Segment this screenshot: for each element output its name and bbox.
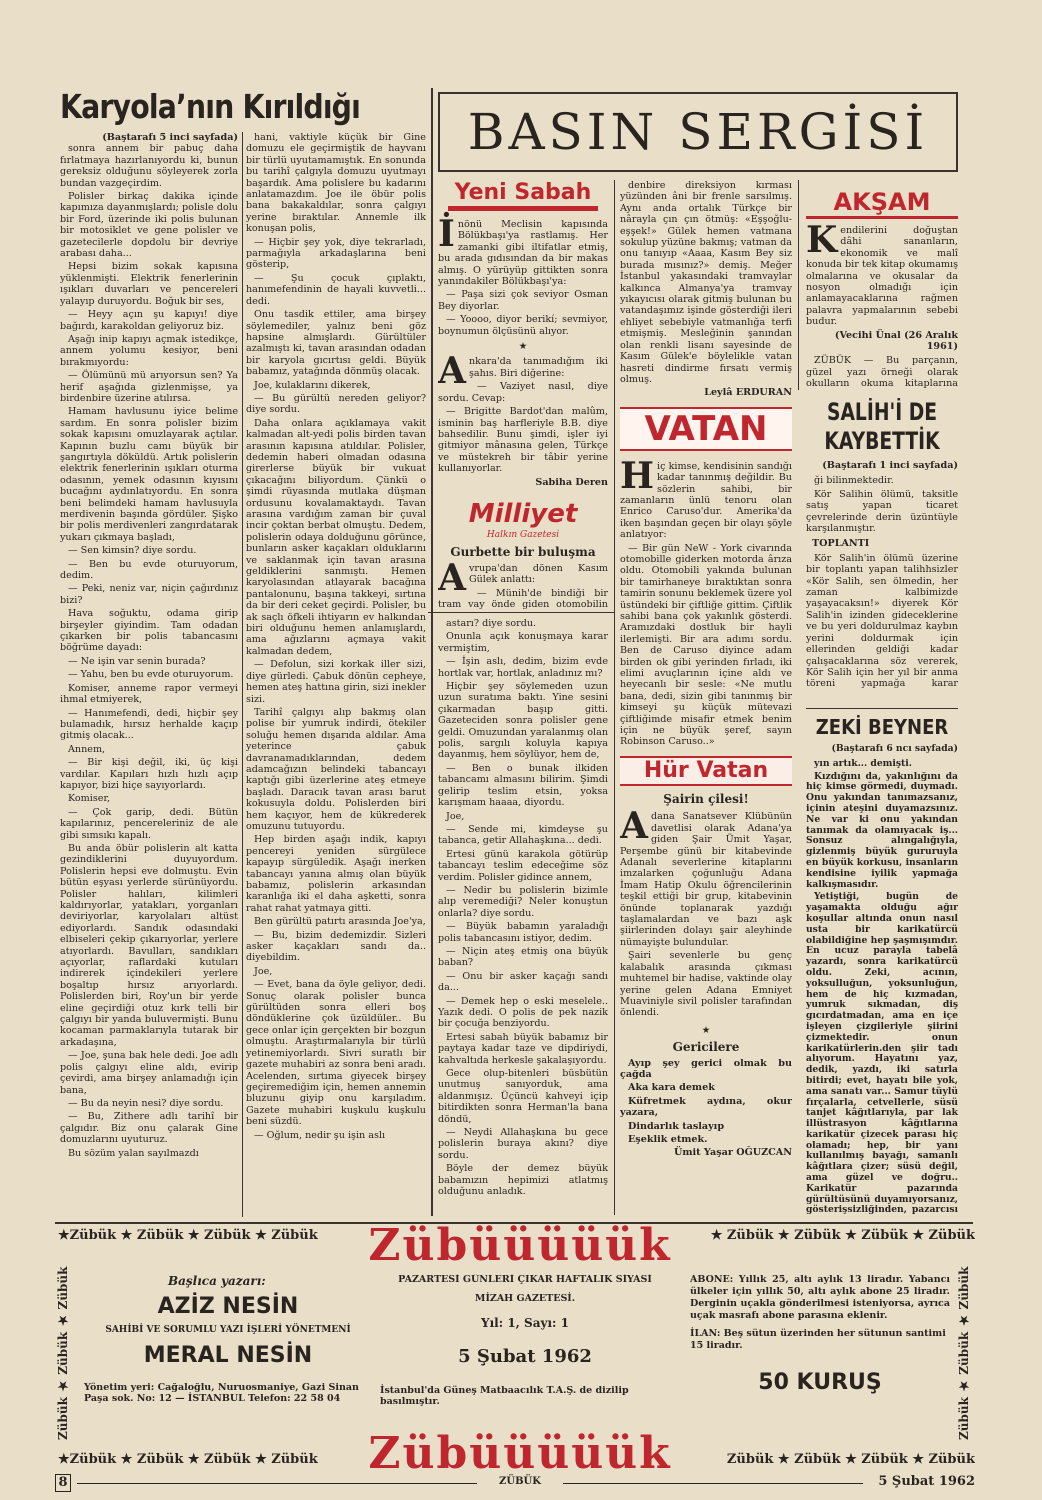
side-label-left: Zübük ★ Zübük ★ Zübük — [56, 1266, 70, 1440]
left-article-title: Karyola’nın Kırıldığı — [60, 87, 361, 126]
paragraph: yın artık... demişti. — [814, 757, 912, 769]
paragraph: Onunla açık konuşmaya karar vermiştim, — [438, 631, 608, 654]
drop-cap: K — [806, 219, 838, 261]
paragraph: Kendilerini doğuştan dâhi sananların, ekonomik ve malî konuda bir tek kitap okumamış olmalarına ve okusalar da nosyon olmadığı için anlamayacaklarına rağmen palavra yapmalarının sebebi budur. — [806, 219, 958, 328]
ankara-body — [438, 350, 608, 475]
drop-cap: İ — [438, 213, 455, 255]
column-rule — [798, 180, 799, 390]
paragraph: Joe, kulaklarını dikerek, — [254, 379, 371, 391]
zeki-title: ZEKİ BEYNER — [815, 715, 949, 739]
paragraph: — Brigitte Bardot'dan malûm, isminin baş harfleriyle B.B. diye bahsedilir. Bunu şimdi, işler iyi gitmiyor mânasına gelen, Türkçe ve müstekreh bir tâbir yerine kullanıyorlar. — [438, 406, 608, 475]
paragraph: Tarihî çalgıyı alıp bakmış olan polise bir yumruk indirdi, ötekiler soluğu hemen dışarıda aldılar. Ama yeterince çabuk davranamadıklarından, dedem adamcağızın belindeki tabancayı kaptığı gibi üzerlerine ateş etmeye başladı. Daracık tavan arası barut kokusuyla doldu. Polislerden biri hem kaçıyor, hem de kükrederek omuzunu tutuyordu. — [246, 706, 426, 832]
owner-label: SAHİBİ VE SORUMLU YAZI İŞLERİ YÖNETMENİ — [105, 1325, 351, 1335]
left-article-continued-body — [438, 618, 608, 1198]
paragraph: — Demek hep o eski meselele.. Yazık dedi. O polis de pek nazik bir çocuğa benziyordu. — [438, 995, 608, 1030]
printer-info: İstanbul'da Güneş Matbaacılık T.A.Ş. de dizilip basılmıştır. — [380, 1385, 629, 1407]
paragraph: — Onu bir asker kaçağı sandı da... — [438, 970, 608, 994]
paragraph: Dindarlık taslayıp — [628, 1120, 725, 1132]
abone-info: ABONE: Yıllık 25, altı aylık 13 liradır. Yabancı ülkeler için yıllık 50, altı aylık abone 25 liradır. Derginin uçakla gönderilmesi isteniyorsa, ayrıca uçak masrafı abone parasına eklenir. — [690, 1274, 950, 1321]
paragraph: — İşin aslı, dedim, bizim evde hortlak var, hortlak, anladınız mı? — [438, 656, 608, 679]
paragraph: — Büyük babamın yaraladığı polis tabancasını istiyor, dedim. — [438, 921, 608, 944]
salih-source: (Baştarafı 1 inci sayfada) — [822, 460, 958, 471]
zubuk-bottom-left-row: ★Zübük ★ Zübük ★ Zübük ★ Zübük — [58, 1452, 318, 1467]
paragraph: — Yahu, ben bu evde oturuyorum. — [68, 669, 234, 681]
paragraph: Daha onlara açıklamaya vakit kalmadan alt-yedi polis birden tavan arasının kapısına atıldılar. Polisler, dedemin haberi olmadan odasına girerlerse büyük bir vukuat çıkacağını biliyordum. Çünkü o şimdi rüyasında mutlaka düşman ordusunu kovalamaktaydı. Tavan arasına vardığım zaman bir çuval incir çoktan berbat olmuştu. Dedem, polislerin odaya dolduğunu görünce, bunların asker kaçakları olduklarını ve saklanmak için tavan arasına geldiklerini sanmıştı. Hemen karyolasından atlayarak bacağına pantalonunu, başına takkeyi, sırtına da bir deri ceket geçirdi. Polisler, bu ak saçlı öfkeli ihtiyarın ev halkından biri olduğunu hemen anlamışlardı, ama ağızlarını açmaya vakit kalmadan dedem, — [246, 417, 426, 657]
hur-vatan-body — [620, 805, 792, 1019]
aksam-signature: (Vecihi Ünal (26 Aralık 1961) — [834, 329, 958, 353]
paragraph: — Sen kimsin? diye sordu. — [68, 545, 197, 557]
paragraph: — Bir kişi değil, iki, üç kişi vardılar. Kapıları hızlı hızlı açıp kapıyor, bizi hiçe sayıyorlardı. — [60, 757, 238, 791]
paragraph: — Vaziyet nasıl, diye sordu. Cevap: — [438, 381, 608, 404]
paragraph: — Hiçbir şey yok, diye tekrarladı, parmağıyla arkadaşlarına beni gösterip, — [246, 236, 426, 271]
issue-date: 5 Şubat 1962 — [458, 1346, 592, 1367]
aksam-note: ZÜBÜK — Bu parçanın, güzel yazı örneği olarak okulların okuma kitaplarına — [806, 355, 958, 388]
aksam-logo: AKŞAM — [806, 188, 958, 219]
drop-cap: A — [438, 556, 466, 599]
salih-subheading: TOPLANTI — [812, 538, 870, 550]
separator-star: ★ — [701, 1024, 711, 1036]
paragraph: hani, vaktiyle küçük bir Gine domuzu ele geçirmiştik de hayvanı bir türlü uyutamamıştık. En sonunda bu tarihî çalgıyla domuzu uyutmayı başardık. Ama polislere bu kadarını anlatamazdım. Joe ile öbür polis bana bakakaldılar, sonra çalgıyı yerine bıraktılar. Annemle ilk konuşan polis, — [246, 132, 426, 235]
paragraph: — Evet, bana da öyle geliyor, dedi. Sonuç olarak polisler bunca gürültüden sonra elleri boş döndüklerine çok üzüldüler.. Bu gece onlar için gerçekten bir bozgun olmuştu. Araştırmalarıyla bir türlü yetinemiyorlardı. Sivri suratlı bir gazete muhabiri az sonra beni aradı. Acelenden, sırtıma giyecek birşey geçiremediğim için, hemen annemin bluzunu giyip onu karşıladım. Gazete muhabiri kuşkulu kuşkulu beni süzdü. — [246, 979, 426, 1128]
paragraph: Kör Salih'in ölümü üzerine bir toplantı yapan talihhsizler «Kör Salih, sen ölmedin, her zaman kalbimizde yaşayacaksın!» diyerek Kör Salih'in izinden gideceklerine ve bu yeri doldurulmaz kaybın yerini doldurmak için ellerinden geldiği kadar çalışacaklarına söz vererek, Kör Salih için her yıl bir anma töreni yapmağa karar — [806, 552, 958, 688]
hur-vatan-logo: Hür Vatan — [620, 756, 792, 786]
paragraph: — Ben o bunak ilkiden tabancamı almasını bilirim. Şimdi gelirip teslim etsin, yoksa karışmam haaaa, diyordu. — [438, 762, 608, 809]
page-number: 8 — [55, 1474, 71, 1492]
press-header-title: BASIN SERGİSİ — [467, 103, 929, 161]
paragraph: — Şu çocuk çıplaktı, hanımefendinin de hayali kuvvetli... dedi. — [246, 272, 426, 307]
gericilere-poem — [620, 1058, 792, 1146]
press-col2 — [620, 180, 792, 750]
paragraph: Şairi sevenlerle bu genç kalabalık arasında çıkması muhtemel bir hadise, vaktinde olay yerine gelen Adana Emniyet Muaviniyle sivil polisler tarafından önlendi. — [620, 950, 792, 1019]
paragraph: Bu anda öbür polislerin alt katta gezindiklerini duyuyordum. Polislerin hepsi eve dolmuştu. Evin bütün eşyası yerlerde sürünüyordu. Polisler halıları, kilimleri kaldırıyorlar, yatakları, yorganları deviriyorlar, karyolaları altüst ediyorlardı. Sandık odasındaki elbiseleri çekip çıkarıyorlar, yerlere atıyorlardı. Bavulları, sandıkları açıyorlar, raflardaki kutuları indirerek içindekileri yerlere boşaltıp hırsız arıyorlardı. Polislerden biri, Roy'un bir yerde eline geçirdiği otuz kırk telli bir çalgıyı bir yanda buluvermişti. Bunu kocaman parmaklarıyla tutarak bir arkadaşına, — [60, 842, 238, 1048]
gulek-story-body — [620, 180, 792, 385]
aksam-section — [806, 188, 958, 388]
salih-body-2 — [806, 553, 958, 688]
paragraph: — Nedir bu polislerin bizimle alıp veremediği? Neler konuştun onlarla? diye sordu. — [438, 884, 608, 919]
paragraph: Joe, — [446, 810, 465, 822]
zubuk-bottom-right-row: Zübük ★ Zübük ★ Zübük ★ Zübük — [726, 1452, 975, 1467]
side-label-right: Zübük ★ Zübük ★ Zübük — [957, 1266, 971, 1440]
milliyet-heading: Gurbette bir buluşma — [450, 545, 596, 560]
paragraph: Hiç kimse, kendisinin sandığı kadar tanınmış değildir. Bu sözlerin sahibi, bir zamanların ünlü tenoru olan Enrico Caruso'dur. Amerika'da iken başından geçen bir olayı şöyle anlatıyor: — [620, 454, 792, 541]
paragraph: — Ölümünü mü arıyorsun sen? Ya herif aşağıda gizlenmişse, ya birdenbire üzerine atılırsa. — [60, 370, 238, 404]
paragraph: — Heyy açın şu kapıyı! diye bağırdı, karakoldan geliyoruz biz. — [60, 309, 238, 332]
milliyet-body — [438, 556, 608, 610]
paragraph: Hamam havlusunu iyice belime sardım. En sonra polisler bizim sokak kapısını omuzlayarak açtılar. Kapının buzlu camı büyük bir şangırtıyla döküldü. Artık polislerin elektrik fenerlerinin ışıkları oturma odasının, yemek odasının kıyısını bucağını aydınlatıyordu. En sonra beni belimdeki hamam havlusuyla merdivenin başında gördüler. Şişko bir polis merdivenleri zangırdatarak yukarı çıkmaya başladı, — [60, 406, 238, 543]
paragraph: — Joe, şuna bak hele dedi. Joe adlı polis çalgıyı eline aldı, evirip çevirdi, ama birşey anlamadığı için bana, — [60, 1050, 238, 1096]
paragraph: Polisler birkaç dakika içinde kapımıza dayanmışlardı; polisle dolu bir Ford, üzerinde iki polis bulunan bir motosiklet ve gene polisler ve gazetecilerle dopdolu bir devriye arabası daha... — [60, 191, 238, 260]
paragraph: Ertesi günü karakola götürüp tabancayı teslim edeceğime söz verdim. Polisler gidince annem, — [438, 848, 608, 883]
paragraph: Hepsi bizim sokak kapısına yüklenmişti. Elektrik fenerlerinin ışıkları duvarları ve pencereleri yalayıp duruyordu. Boğuk bir ses, — [60, 261, 238, 307]
press-col1-continued — [438, 618, 608, 1218]
paragraph: Hava soğuktu, odama girip birşeyler giyindim. Tam odadan çıkarken bir polis tabancasını böğrüme dayadı: — [60, 608, 238, 654]
footer-rule-left — [77, 1483, 477, 1484]
yeni-sabah-underline — [448, 206, 598, 211]
paragraph: — Oğlum, nedir şu işin aslı — [254, 1129, 386, 1141]
paragraph: Komiser, — [68, 793, 111, 805]
paragraph: — Bu, bizim dedemizdir. Sizleri asker kaçakları sandı da.. diyebildim. — [246, 929, 426, 964]
salih-body — [806, 475, 958, 534]
salih-title: SALİH'İ DE KAYBETTİK — [824, 398, 940, 455]
paragraph: — Neydi Allahaşkına bu gece polislerin buraya akını? diye sordu. — [438, 1127, 608, 1161]
paragraph: Ben gürültü patırtı arasında Joe'ya, — [254, 916, 426, 928]
paragraph: — Hanımefendi, dedi, hiçbir şey bulamadık, hırsız herhalde kaçıp gitmiş olacak... — [60, 707, 238, 742]
footer-name: ZÜBÜK — [499, 1476, 541, 1487]
paragraph: Onu tasdik ettiler, ama birşey söylemediler, yalnız beni göz hapsine almışlardı. Gürültüler azalmıştı ki, tavan arasından odadan bir karyola gıcırtısı geldi. Büyük babamız, yatağında dönmüş olacak. — [246, 309, 426, 378]
press-col2-lower — [620, 756, 792, 1218]
paragraph: Joe, — [254, 965, 273, 977]
footer-rule-right — [563, 1483, 863, 1484]
footer-date: 5 Şubat 1962 — [878, 1474, 975, 1489]
paragraph: Ertesi sabah büyük babamız bir paytaya kadar taze ve dipdiriydi, kahvaltıda herkesle şakalaşıyordu. — [438, 1031, 608, 1066]
masthead-desc1: PAZARTESİ GÜNLERİ ÇIKAR HAFTALIK SİYASİ — [398, 1274, 652, 1285]
price: 50 KURUŞ — [758, 1370, 882, 1395]
masthead-left — [78, 1274, 378, 1434]
paragraph: — Bu da neyin nesi? diye sordu. — [68, 1097, 224, 1109]
paragraph: Avrupa'dan dönen Kasım Gülek anlattı: — [438, 556, 608, 599]
paragraph: Komiser, anneme rapor vermeyi ihmal etmiyerek, — [60, 682, 238, 706]
vatan-logo: VATAN — [644, 408, 768, 449]
paragraph: Kör Salihin ölümü, taksitle satış yapan ticaret çevrelerinde derin üzüntüyle karşılanmıştır. — [806, 488, 958, 535]
paragraph: Kızdığını da, yakınlığını da hiç kimse görmedi, duymadı. Onu yakından tanımazsanız, içinin ateşini duyamazsınız. Ne var ki onu yakından tanımak da olamıyacak iş... Sonsuz alıngalığıyla, gizlenmiş büyük gururuyla en büyük korkusu, insanların kendisine iyilik yapmağa kalkışmasıdır. — [806, 770, 958, 890]
hur-vatan-signature: Ümit Yaşar OĞUZCAN — [673, 1147, 792, 1159]
milliyet-subtitle: Halkın Gazetesi — [486, 529, 560, 540]
hur-vatan-heading: Şairin çilesi! — [663, 792, 749, 806]
paragraph: Adana Sanatsever Klübünün davetlisi olarak Adana'ya giden Şair Ümit Yaşar, Perşembe günü bir kitabevinde Adanalı severlerine kitaplarını imzalarken çoğunluğu Adana İmam Hatip Okulu öğrencilerinin teşkil ettiği bir grup, kitabevinin önünde toplanarak yazdığı taşlamalardan ve bazı aşk şiirlerinden dolayı şair aleyhinde nümayişte bulundular. — [620, 805, 792, 948]
aksam-body — [806, 219, 958, 328]
paragraph: ği bilinmektedir. — [814, 475, 894, 487]
zeki-source: (Baştarafı 6 ncı sayfada) — [831, 743, 958, 754]
ilan-info: İLAN: Beş sütun üzerinden her sütunun santimi 15 liradır. — [690, 1328, 946, 1351]
vatan-body — [620, 454, 792, 748]
ankara-signature: Sabiha Deren — [535, 476, 608, 488]
milliyet-logo: Milliyet — [468, 498, 578, 529]
drop-cap: H — [620, 454, 655, 497]
paragraph: Aşağı inip kapıyı açmak istedikçe, annem yolumu kesiyor, beni bırakmıyordu: — [60, 333, 238, 368]
paragraph: denbire direksiyon kırması yüzünden âni bir frenle sarsılmış. Aynı anda ortalık Türkçe bir nârayla çın çın ötmüş: «Eşşoğlu-eşşek!» Gülek hemen vatmana sokulup yüzüne bakmış; vatman da onu tanıyıp «Aaaa, Kasım Bey siz burada mısınız?» demiş. Meğer İstanbul yakasındaki tramvaylar kalkınca Almanya'ya tramvay yıkayıcısı olarak gitmiş bulunan bu vatandaşımız işinde gösterdiği ileri ehliyet sebebiyle vatmanlığa terfi etmişmiş. Mesleğinin şanından olan renkli lisanı sayesinde de Kasım Gülek'e böylelikle vatan hasreti dindirme fırsatı vermiş olmuş. — [620, 180, 792, 385]
yeni-sabah-body — [438, 213, 608, 337]
zubuk-top-right-row: ★ Zübük ★ Zübük ★ Zübük ★ Zübük — [710, 1228, 975, 1243]
paragraph: Küfretmek aydına, okur yazara, — [620, 1095, 792, 1119]
masthead-desc2: MİZAH GAZETESİ. — [474, 1293, 576, 1304]
paragraph: astarı? diye sordu. — [446, 618, 537, 629]
paragraph: — Sende mi, kimdeyse şu tabanca, getir Allahaşkına... dedi. — [438, 823, 608, 847]
paragraph: — Peki, neniz var, niçin çağırdınız bizi? — [60, 583, 238, 606]
section-rule — [428, 612, 614, 613]
paragraph: — Ben bu evde oturuyorum, dedim. — [60, 558, 238, 582]
paragraph: — Yoooo, diyor berikí; sevmiyor, boynumun ölçüsünü alıyor. — [438, 314, 608, 337]
paragraph: sonra annem bir pabuç daha fırlatmaya hazırlanıyordu ki, bunun gereksiz olduğunu söyleyerek zorla bundan vazgeçirdim. — [60, 143, 238, 189]
gericilere-title: Gericilere — [672, 1040, 740, 1055]
press-header-box — [438, 92, 958, 172]
left-article-source: (Baştarafı 5 inci sayfada) — [102, 132, 238, 143]
page-footer — [55, 1474, 975, 1496]
left-article-col2-body — [246, 132, 426, 1141]
press-col1 — [438, 180, 608, 610]
paragraph: Aka kara demek — [628, 1082, 715, 1094]
paragraph: — Niçin ateş etmiş ona büyük baban? — [438, 945, 608, 969]
paragraph: — Münih'de bindiği bir tram vay önde giden otomobilin — [438, 587, 608, 610]
paragraph: — Bu, Zithere adlı tarihî bir çalgıdır. Biz onu çalarak Gine domuzlarını uyuturuz. — [60, 1111, 238, 1146]
column-rule — [242, 132, 243, 1217]
issue-number: Yıl: 1, Sayı: 1 — [481, 1316, 569, 1330]
paragraph: Yetiştiği, bugün de yaşamakta olduğu ağır koşullar altında onun nasıl usta bir karikatürcü olabildiğine hep şaşmışımdır. En ucuz parayla tabelâ yazardı, sonra karikatürcü oldu. Zeki, acının, yoksulluğun, yoksunluğun, hem de hiç kızmadan, yumruk sıkmadan, diş gıcırdatmadan, ama en içe işleyen çizgileriyle şiirini çizmektedir. onun karikatürlerin.den şiir tadı alıyorum. Hayatını yaz, dedik, yazdı, iki satırla bitirdi; evet, hayatı bile yok, ama sanatı var... Samur tüylü fırçalarla, cetvellerle, süsü tanjet kâğıtlarıyla, par lak illüstrasyon kâğıtlarına karikatür çizecek parası hiç olamadı; hep, bir yanı kullanılmış bayağı, samanlı kâğıtlara çizer; süsü değil, ama güzel ve doğru.. Karikatür pazarında gürültüsünü duyamıyorsanız, gösterişsizliğinden, pazarcısı — [806, 891, 958, 1214]
paragraph: Böyle der demez büyük babamızın hepimizi atlatmış olduğunu anladık. — [438, 1163, 608, 1198]
drop-cap: A — [438, 350, 466, 393]
paragraph: — Paşa sizi çok seviyor Osman Bey diyorlar. — [438, 289, 608, 312]
paragraph: Ayıp şey gerici olmak bu çağda — [620, 1057, 792, 1080]
drop-cap: A — [620, 805, 648, 848]
owner-name: MERAL NESİN — [143, 1343, 313, 1368]
zeki-article — [806, 714, 958, 1214]
paragraph: Bu sözüm yalan sayılmazdı — [68, 1147, 199, 1159]
paragraph: — Bu gürültü nereden geliyor? diye sordu. — [246, 392, 426, 416]
zeki-body — [806, 759, 958, 1214]
section-rule — [806, 708, 958, 709]
vatan-logo-box — [620, 407, 792, 451]
salih-article — [806, 398, 958, 688]
zubuk-logo-top: Zübüüüüük — [368, 1220, 672, 1271]
paragraph: — Bir gün NeW - York civarında otomobille giderken motorda ârıza oldu. Otomobili yakında bulunan bir tamirhaneye bıraktıktan sonra tamirin sonunu beklemek üzere yol üstündeki bir çiftliğe gittim. Çiftlik sahibi bana çok yakınlık gösterdi. Aramızdaki dostluk bir hayli ilerlemişti. Bir ara adımı sordu. Ben de Caruso diyince adam birden ok gibi yerinden fırladı, iki elimi avuçlarının içine aldı ve heyecanlı bir sesle: «Ne mutlu bana, dedi, sizin gibi tanınmış bir kimseyi şu küçük mütevazi çiftliğimde misafir etmek benim için ne büyük şeref, sayın Robinson Caruso..» — [620, 542, 792, 748]
separator-star: ★ — [518, 341, 528, 353]
paragraph: Annem, — [68, 743, 106, 755]
paragraph: Eşeklik etmek. — [628, 1133, 708, 1145]
gulek-signature: Leylâ ERDURAN — [704, 387, 792, 399]
paragraph: İnönü Meclisin kapısında Bölükbaşı'ya rastlamış. Her zamanki gibi iltifatlar etmiş, bu arada gıdısından da bir makas almış. O yürüyüp gittikten sonra yanındakiler Bölükbaşı'ya: — [438, 213, 608, 288]
paragraph: — Defolun, sizi korkak iller sizi, diye gürledi. Çabuk dönün cepheye, hemen ateş hattına girin, sizi inekler sizi. — [246, 659, 426, 705]
column-rule — [431, 88, 433, 1216]
yeni-sabah-logo: Yeni Sabah — [454, 180, 592, 205]
writer-label: Başlıca yazarı: — [168, 1274, 266, 1288]
paragraph: — Çok garip, dedi. Bütün kapılarınız, pencereleriniz de ale gibi sımsıkı kapalı. — [60, 806, 238, 841]
zubuk-logo-bottom: Zübüüüüük — [368, 1428, 672, 1479]
paragraph: Gece olup-bitenleri büsbütün unutmuş sanıyorduk, ama aldanmışız. Üçüncü kahveyi içip bitirdikten sonra Herman'la bana döndü, — [438, 1068, 608, 1125]
masthead-right — [690, 1274, 950, 1434]
masthead-center — [380, 1274, 670, 1434]
paragraph: Hiçbir şey söylemeden uzun uzun suratıma baktı. Yine sesini çıkarmadan başıp gitti. Gazeteciden sonra polisler gene geldi. Omuzundan yaralanmış olan polis, sargılı koluyla kapıya dayanmış, hem söylüyor, hem de, — [438, 681, 608, 761]
paragraph: Hep birden aşağı indik, kapıyı pencereyi yeniden sürgülece kapayıp sürgüledik. Aşağı inerken tabancayı yanına almış olan büyük babamız, polislerin arkasından karanlığa iki el daha aşketti, sonra rahat rahat yatmaya gitti. — [246, 834, 426, 914]
paragraph: — Ne işin var senin burada? — [68, 655, 206, 667]
address: Yönetim yeri: Cağaloğlu, Nuruosmaniye, Gazi Sinan Paşa sok. No: 12 — İSTANBUL Telefon: 22 58 04 — [84, 1382, 359, 1404]
paragraph: Ankara'da tanımadığım iki şahıs. Biri diğerine: — [438, 350, 608, 393]
column-rule — [614, 180, 615, 1215]
writer-name: AZİZ NESİN — [157, 1294, 299, 1319]
left-article-col1-body — [60, 143, 238, 1159]
zubuk-top-left-row: ★Zübük ★ Zübük ★ Zübük ★ Zübük — [58, 1228, 318, 1243]
